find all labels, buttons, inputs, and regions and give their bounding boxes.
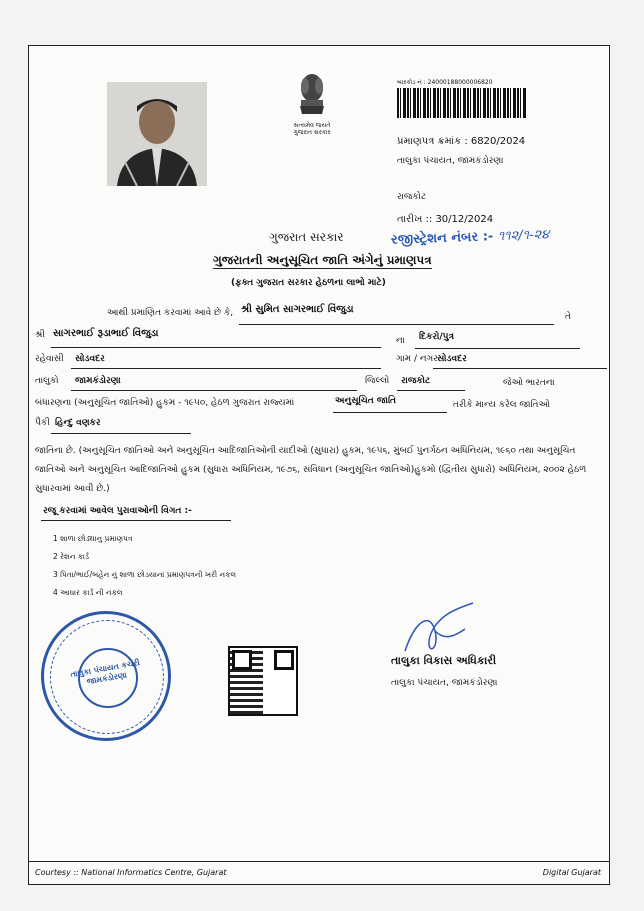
resident-label: રહેવાસી (35, 354, 64, 364)
certificate-subheading: (ફક્ત ગુજરાત સરકાર હેઠળના લાભો માટે) (231, 278, 386, 288)
registration-label: રજીસ્ટ્રેશન નંબર :- (390, 229, 494, 248)
certificate-sheet (28, 45, 610, 885)
district-value: રાજકોટ (401, 376, 431, 386)
relation: દિકરો/પુત્ર (419, 332, 454, 342)
name-suffix: તે (565, 312, 571, 322)
signatory-designation: તાલુકા વિકાસ અધિકારી (391, 654, 497, 667)
barcode (397, 88, 527, 118)
date-value: 30/12/2024 (435, 214, 494, 225)
document-item: 4 આધાર કાર્ડ ની નકલ (53, 588, 123, 597)
father-name: સાગરભાઈ રૂડાભાઈ વિંજુડા (53, 328, 159, 339)
barcode-label: બારકોડ નં : (397, 79, 426, 86)
barcode-value: 24000188000006820 (427, 79, 493, 86)
government-emblem (287, 66, 337, 136)
documents-heading: રજૂ કરવામાં આવેલ પુરાવાઓની વિગત :- (43, 506, 192, 516)
caste-prefix: પૈકી (35, 418, 50, 428)
applicant-name: શ્રી સુમિત સાગરભાઈ વિંજુડા (241, 304, 354, 315)
verification-qr-code[interactable] (228, 646, 298, 716)
certificate-number (397, 136, 525, 147)
footer-courtesy: Courtesy :: National Informatics Centre, Gujarat (35, 868, 227, 877)
taluka-value: જામકંડોરણા (75, 376, 121, 386)
signature-scribble (395, 601, 485, 661)
document-item: 3 પિતા/ભાઈ/બહેન નું શાળા છોડયાનાં પ્રમાણપત્રની ખરી નકલ (53, 570, 237, 579)
government-name: ગુજરાત સરકાર (269, 230, 344, 244)
caste-category: અનુસૂચિત જાતિ (335, 396, 396, 406)
applicant-photo (107, 82, 207, 186)
ashoka-emblem-icon (294, 66, 330, 118)
document-item: 2 રેશન કાર્ડ (53, 552, 90, 561)
date-label: તારીખ :: (397, 214, 433, 225)
certificate-no-label: પ્રમાણપત્ર ક્રમાંક : (397, 136, 468, 147)
certificate-no-value: 6820/2024 (470, 136, 526, 147)
caste-value: હિન્દુ વણકર (55, 418, 101, 428)
issue-date (397, 214, 493, 225)
footer-brand: Digital Gujarat (542, 868, 601, 877)
village-label: ગામ / નગર (396, 354, 438, 364)
seal-caption: સત્યમેવ જયતે ગુજરાત સરકાર (293, 122, 331, 136)
signatory-office: તાલુકા પંચાયત, જામકંડોરણા (391, 678, 498, 688)
office-stamp (41, 611, 171, 741)
barcode-number (397, 79, 493, 87)
footer (29, 861, 609, 884)
relation-prefix: ના (396, 336, 405, 346)
district-label: જિલ્લો (365, 376, 390, 386)
registration-number (391, 227, 550, 248)
document-item: 1 શાળા છોડ્યાનુ પ્રમાણપત્ર (53, 534, 133, 543)
intro-text: આથી પ્રમાણિત કરવામાં આવે છે કે, (107, 308, 234, 318)
legal-paragraph: જાતિના છે. (અનુસૂચિત જાતિઓ અને અનુસૂચિત આદિજાતિઓની યાદીઓ (સુધારા) હુકમ, ૧૯૫૬, મુંબઈ પુનર્ગઠન અધિનિયમ, ૧૯૬૦ તથા અનુસૂચિત જાતિઓ અને અનુસૂચિત આદિજાતિઓ હુકમ (સુધારા અધિનિયમ, ૧૯૭૬, સંવિધાન (અનુસૂચિત જાતિઓ)હુકમો (દ્વિતીય સુધારો) અધિનિયમ, ૨૦૦૨ હેઠળ સુધારવામાં આવી છે.) (35, 446, 587, 494)
documents-list (53, 530, 236, 602)
stamp-text: તાલુકા પંચાયત કચેરી જામકંડોરણા (69, 658, 141, 687)
issuing-district: રાજકોટ (397, 192, 427, 202)
issuing-office: તાલુકા પંચાયત, જામકંડોરણા (397, 156, 504, 166)
applicant-photo-graphic (107, 82, 207, 186)
india-text: જેઓ ભારતના (503, 378, 555, 388)
caste-suffix: તરીકે માન્ય કરેલ જાતિઓ (453, 400, 550, 410)
taluka-label: તાલુકો (35, 376, 59, 386)
constitution-text: બંધારણના (અનુસૂચિત જાતિઓ) હુકમ - ૧૯૫૦, હેઠળ ગુજરાત રાજ્યમાં (35, 398, 295, 408)
registration-value: ૧૧૨/૧-૨૪ (497, 227, 550, 245)
certificate-heading: ગુજરાતની અનુસૂચિત જાતિ અંગેનું પ્રમાણપત્ર (213, 253, 432, 267)
village-value: સોડવદર (437, 354, 467, 364)
resident-value: સોડવદર (75, 354, 105, 364)
father-prefix: શ્રી (35, 330, 45, 340)
